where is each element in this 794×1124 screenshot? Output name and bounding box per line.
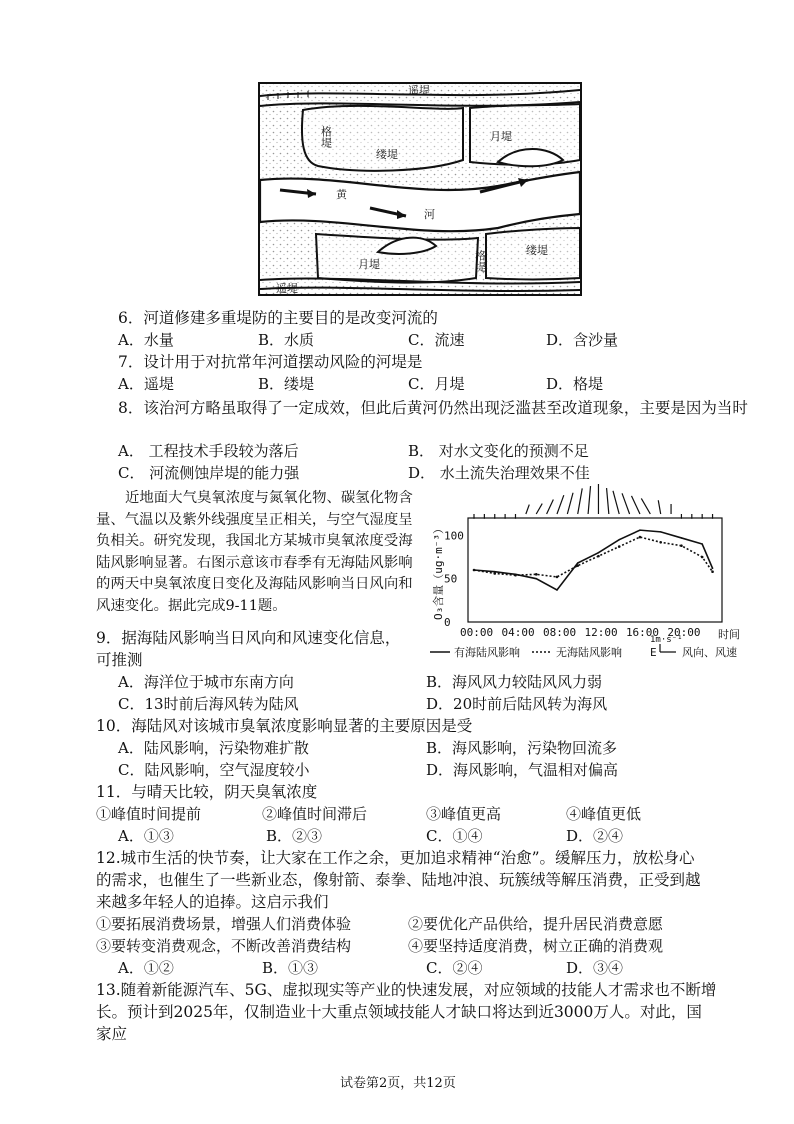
series-point: [701, 556, 704, 559]
series-point: [639, 529, 641, 531]
q11-option-d[interactable]: D．②④: [566, 827, 624, 845]
q11-option-b[interactable]: B．②③: [266, 827, 323, 845]
q11-item-3: ③峰值更高: [426, 805, 502, 823]
q8-option-c[interactable]: C． 河流侧蚀岸堤的能力强: [118, 464, 300, 482]
series-point: [660, 531, 662, 533]
q11-item-4: ④峰值更低: [566, 805, 642, 823]
label-huang: 黄: [336, 188, 347, 201]
wind-arrow: [547, 499, 554, 514]
q13-stem-line3: 家应: [96, 1025, 128, 1043]
series-point: [701, 543, 703, 545]
legend-series-2: 无海陆风影响: [556, 646, 622, 659]
q8-option-a[interactable]: A． 工程技术手段较为落后: [118, 442, 299, 460]
q13-stem-line1: 13.随着新能源汽车、5G、虚拟现实等产业的快速发展，对应领域的技能人才需求也不断增: [96, 981, 717, 999]
q9-stem-line2: 可推测: [96, 651, 143, 669]
wind-arrow: [567, 493, 573, 514]
q10-option-c[interactable]: C．陆风影响，空气湿度较小: [118, 761, 310, 779]
q12-option-d[interactable]: D．③④: [566, 959, 624, 977]
label-geti-right: 格堤: [473, 250, 487, 272]
label-he: 河: [424, 208, 435, 221]
wind-arrow: [526, 505, 529, 514]
q12-item-4: ④要坚持适度消费，树立正确的消费观: [408, 937, 664, 955]
series-point: [659, 541, 662, 544]
series-point: [711, 570, 714, 573]
q12-option-b[interactable]: B．①③: [262, 959, 319, 977]
x-tick-label: 00:00: [460, 626, 494, 639]
x-tick-label: 04:00: [501, 626, 535, 639]
series-point: [680, 544, 683, 547]
q12-item-1: ①要拓展消费场景，增强人们消费体验: [96, 915, 352, 933]
q6-option-b[interactable]: B．水质: [258, 331, 315, 349]
legend-series-1: 有海陆风影响: [454, 646, 520, 659]
series-point: [597, 555, 600, 558]
series-line-2: [474, 537, 713, 577]
wind-arrow: [622, 493, 630, 514]
x-tick-label: 20:00: [667, 626, 701, 639]
river-dike-map: [258, 82, 582, 296]
q10-option-a[interactable]: A．陆风影响，污染物难扩散: [118, 739, 309, 757]
wind-legend-unit: 1m·s⁻¹: [650, 635, 683, 645]
q8-stem: 8．该治河方略虽取得了一定成效，但此后黄河仍然出现泛滥甚至改道现象，主要是因为当时: [118, 399, 748, 417]
q11-option-c[interactable]: C．①④: [426, 827, 483, 845]
q8-option-d[interactable]: D． 水土流失治理效果不佳: [408, 464, 590, 482]
x-tick-label: 08:00: [542, 626, 577, 639]
wind-arrow: [578, 488, 583, 514]
ozone-chart: [424, 482, 780, 666]
wind-arrow: [641, 498, 650, 514]
q9-option-d[interactable]: D．20时前后陆风转为海风: [426, 695, 608, 713]
series-point: [514, 574, 517, 577]
q7-stem: 7．设计用于对抗常年河道摆动风险的河堤是: [118, 353, 423, 371]
wind-arrow: [631, 496, 639, 514]
series-point: [577, 562, 579, 564]
series-point: [681, 537, 683, 539]
label-louti-bottom: 缕堤: [526, 244, 548, 257]
series-point: [473, 569, 476, 572]
q6-option-d[interactable]: D．含沙量: [546, 331, 619, 349]
y-tick-label: 100: [444, 529, 464, 543]
q10-stem: 10．海陆风对该城市臭氧浓度影响显著的主要原因是受: [96, 717, 473, 735]
x-axis-label: 时间: [718, 628, 740, 641]
label-yueti-top: 月堤: [490, 130, 512, 143]
wind-arrow: [557, 495, 564, 514]
series-point: [639, 536, 642, 539]
series-point: [535, 578, 537, 580]
river-map-svg: [258, 82, 582, 296]
q10-option-b[interactable]: B．海风影响，污染物回流多: [426, 739, 618, 757]
q7-option-b[interactable]: B．缕堤: [258, 375, 315, 393]
y-tick-label: 0: [444, 616, 451, 629]
q12-option-c[interactable]: C．②④: [426, 959, 483, 977]
q8-option-b[interactable]: B． 对水文变化的预测不足: [408, 442, 589, 460]
wind-arrow: [607, 488, 609, 514]
label-yaoti-top: 遥堤: [408, 84, 430, 97]
wind-legend-label: 风向、风速: [682, 646, 737, 659]
wind-arrow: [613, 491, 619, 514]
q12-item-2: ②要优化产品供给，提升居民消费意愿: [408, 915, 664, 933]
page-footer: 试卷第2页，共12页: [340, 1076, 456, 1091]
x-tick-label: 16:00: [625, 626, 660, 639]
series-point: [576, 564, 579, 567]
label-geti-left: 格堤: [319, 126, 333, 148]
y-axis-label: O₃含量（ug·m⁻³）: [432, 523, 445, 620]
x-tick-label: 12:00: [584, 626, 618, 639]
series-point: [712, 567, 714, 569]
series-line-1: [474, 530, 713, 590]
q9-stem-line1: 9．据海陆风影响当日风向和风速变化信息，: [96, 629, 401, 647]
q11-stem: 11．与晴天比较，阴天臭氧浓度: [96, 783, 318, 801]
q11-item-1: ①峰值时间提前: [96, 805, 202, 823]
q12-item-3: ③要转变消费观念，不断改善消费结构: [96, 937, 352, 955]
wind-legend-arrow-icon: [660, 644, 676, 652]
q7-option-c[interactable]: C．月堤: [408, 375, 465, 393]
q12-stem-line2: 的需求，也催生了一些新业态，像射箭、泰拳、陆地冲浪、玩簇绒等解压消费，正受到越: [96, 871, 701, 889]
label-yaoti-bottom: 遥堤: [276, 282, 298, 295]
q12-stem-line3: 来越多年轻人的追捧。这启示我们: [96, 893, 329, 911]
q12-stem-line1: 12.城市生活的快节奏，让大家在工作之余，更加追求精神“治愈”。缓解压力，放松身心: [96, 849, 695, 867]
q9-option-a[interactable]: A．海洋位于城市东南方向: [118, 673, 294, 691]
q7-option-d[interactable]: D．格堤: [546, 375, 604, 393]
plot-frame: [468, 518, 722, 622]
ozone-chart-svg: [424, 482, 780, 666]
wind-arrow: [536, 504, 542, 514]
series-point: [556, 589, 558, 591]
series-point: [618, 539, 620, 541]
q13-stem-line2: 长。预计到2025年，仅制造业十大重点领域技能人才缺口将达到近3000万人。对此，国: [96, 1003, 702, 1021]
q10-option-d[interactable]: D．海风影响，气温相对偏高: [426, 761, 619, 779]
q9-option-c[interactable]: C．13时前后海风转为陆风: [118, 695, 299, 713]
q9-option-b[interactable]: B．海风风力较陆风风力弱: [426, 673, 603, 691]
y-tick-label: 50: [444, 572, 458, 586]
label-yueti-bottom: 月堤: [358, 258, 380, 271]
wind-arrows: [474, 484, 713, 519]
wind-arrow: [588, 486, 590, 514]
series-point: [618, 545, 621, 548]
q11-option-a[interactable]: A．①③: [118, 827, 174, 845]
series-point: [493, 572, 496, 575]
series-point: [535, 573, 538, 576]
reading-passage: 近地面大气臭氧浓度与氮氧化物、碳氢化物含量、气温以及紫外线强度呈正相关，与空气湿度呈负相关。研究发现，我国北方某城市臭氧浓度受海陆风影响显著。右图示意该市春季有无海陆风影响的两天中臭氧浓度日变化及海陆风影响当日风向和风速变化。据此完成9-11题。: [96, 490, 413, 614]
wind-legend-direction: E: [650, 646, 657, 659]
label-louti-top: 缕堤: [376, 148, 398, 161]
q6-stem: 6．河道修建多重堤防的主要目的是改变河流的: [118, 309, 438, 327]
series-point: [556, 576, 559, 579]
q7-option-a[interactable]: A．遥堤: [118, 375, 174, 393]
series-point: [598, 552, 600, 554]
q12-option-a[interactable]: A．①②: [118, 959, 174, 977]
q6-option-c[interactable]: C．流速: [408, 331, 465, 349]
q6-option-a[interactable]: A．水量: [118, 331, 174, 349]
q11-item-2: ②峰值时间滞后: [262, 805, 368, 823]
wind-arrow: [658, 500, 660, 514]
